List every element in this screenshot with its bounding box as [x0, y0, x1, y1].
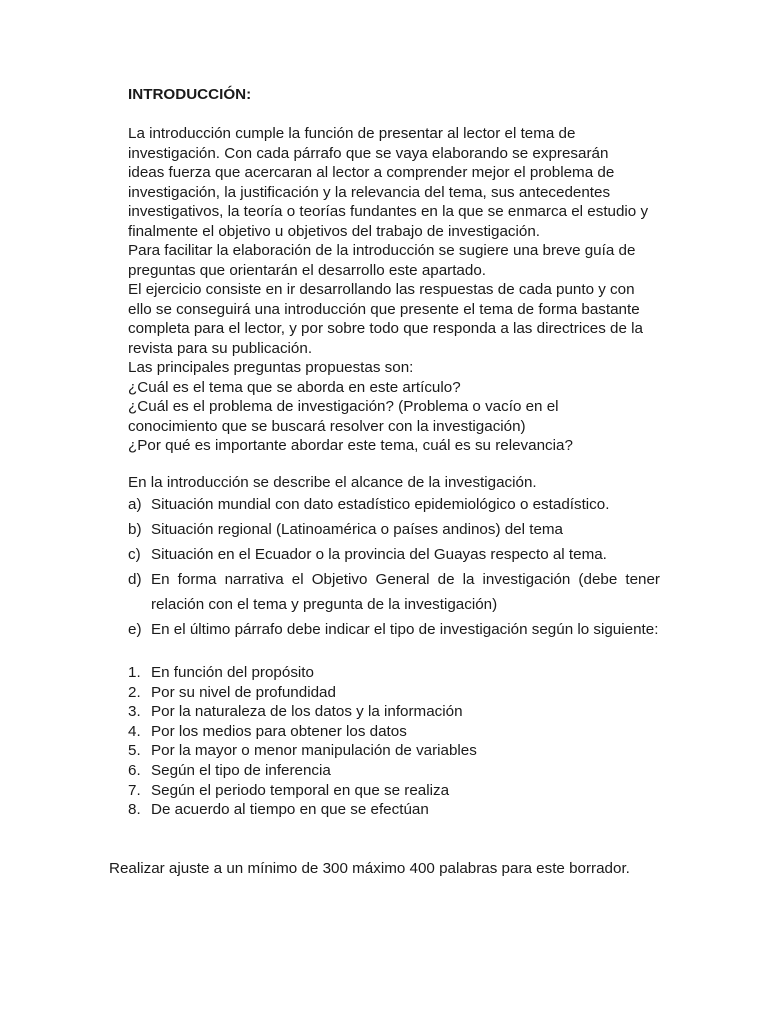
paragraph-line: finalmente el objetivo u objetivos del trabajo de investigación. — [128, 222, 541, 240]
list-marker: b) — [128, 521, 142, 538]
paragraph-line: ello se conseguirá una introducción que presente el tema de forma bastante — [128, 300, 640, 318]
scope-intro-line: En la introducción se describe el alcance de la investigación. — [128, 474, 537, 491]
list-marker: 7. — [128, 781, 141, 799]
list-marker: c) — [128, 546, 141, 563]
list-item-text: En función del propósito — [151, 664, 314, 681]
paragraph-line: Para facilitar la elaboración de la introducción se sugiere una breve guía de — [128, 242, 636, 259]
list-marker: e) — [128, 621, 142, 638]
list-item-text-line: relación con el tema y pregunta de la investigación) — [151, 596, 498, 613]
paragraph-line: El ejercicio consiste en ir desarrollando las respuestas de cada punto y con — [128, 281, 635, 298]
list-item-text: En el último párrafo debe indicar el tipo de investigación según lo siguiente: — [151, 621, 659, 638]
list-item — [128, 702, 648, 722]
paragraph-line: revista para su publicación. — [128, 339, 313, 357]
question-line: ¿Cuál es el problema de investigación? (Problema o vacío en el — [128, 398, 559, 415]
paragraph-line: ideas fuerza que acercaran al lector a comprender mejor el problema de — [128, 164, 615, 181]
list-item — [128, 781, 648, 801]
closing-instruction: Realizar ajuste a un mínimo de 300 máximo 400 palabras para este borrador. — [109, 860, 630, 877]
list-item — [128, 683, 648, 703]
list-marker: 5. — [128, 742, 141, 760]
list-item-text: Situación mundial con dato estadístico epidemiológico o estadístico. — [151, 496, 610, 513]
list-marker: 8. — [128, 801, 141, 819]
list-marker: d) — [128, 571, 142, 588]
list-item-text: Según el tipo de inferencia — [151, 761, 331, 779]
list-item — [128, 800, 648, 820]
paragraph-line: La introducción cumple la función de presentar al lector el tema de — [128, 125, 576, 142]
list-item — [128, 741, 648, 761]
list-marker: 3. — [128, 703, 141, 721]
list-item — [128, 663, 648, 683]
question-line: conocimiento que se buscará resolver con la investigación) — [128, 417, 526, 435]
question-line: ¿Por qué es importante abordar este tema, cuál es su relevancia? — [128, 437, 573, 454]
paragraph-line: Las principales preguntas propuestas son: — [128, 359, 414, 376]
list-item-text: Situación regional (Latinoamérica o países andinos) del tema — [151, 521, 563, 538]
list-item — [128, 492, 660, 517]
list-item — [128, 542, 660, 567]
list-marker: 6. — [128, 761, 141, 779]
list-item — [128, 517, 660, 542]
list-item — [128, 761, 648, 781]
question-line: ¿Cuál es el tema que se aborda en este artículo? — [128, 378, 461, 396]
list-item-text: Por la mayor o menor manipulación de variables — [151, 742, 477, 760]
list-item-text: Situación en el Ecuador o la provincia del Guayas respecto al tema. — [151, 546, 607, 563]
list-item — [128, 567, 660, 617]
intro-paragraphs — [128, 124, 668, 456]
paragraph-line: preguntas que orientarán el desarrollo este apartado. — [128, 261, 486, 279]
list-item — [128, 722, 648, 742]
list-marker: 1. — [128, 664, 141, 681]
list-item-text: De acuerdo al tiempo en que se efectúan — [151, 801, 429, 819]
list-item-text: Por su nivel de profundidad — [151, 683, 336, 701]
paragraph-line: completa para el lector, y por sobre todo que responda a las directrices de la — [128, 320, 643, 337]
list-marker: 2. — [128, 683, 141, 701]
paragraph-line: investigación, la justificación y la relevancia del tema, sus antecedentes — [128, 183, 611, 201]
list-item-text: Por los medios para obtener los datos — [151, 722, 407, 740]
paragraph-line: investigativos, la teoría o teorías fundantes en la que se enmarca el estudio y — [128, 203, 649, 220]
list-marker: a) — [128, 496, 142, 513]
list-item-text — [151, 567, 660, 617]
list-item-text-line: En forma narrativa el Objetivo General de la investigación (debe tener — [151, 571, 660, 588]
list-marker: 4. — [128, 722, 141, 740]
list-item-text: Por la naturaleza de los datos y la información — [151, 703, 463, 721]
list-item — [128, 617, 660, 642]
numbered-list — [128, 663, 648, 820]
lettered-list — [128, 492, 660, 642]
paragraph-line: investigación. Con cada párrafo que se vaya elaborando se expresarán — [128, 144, 609, 162]
list-item-text: Según el periodo temporal en que se realiza — [151, 781, 450, 799]
section-heading: INTRODUCCIÓN: — [128, 86, 252, 103]
